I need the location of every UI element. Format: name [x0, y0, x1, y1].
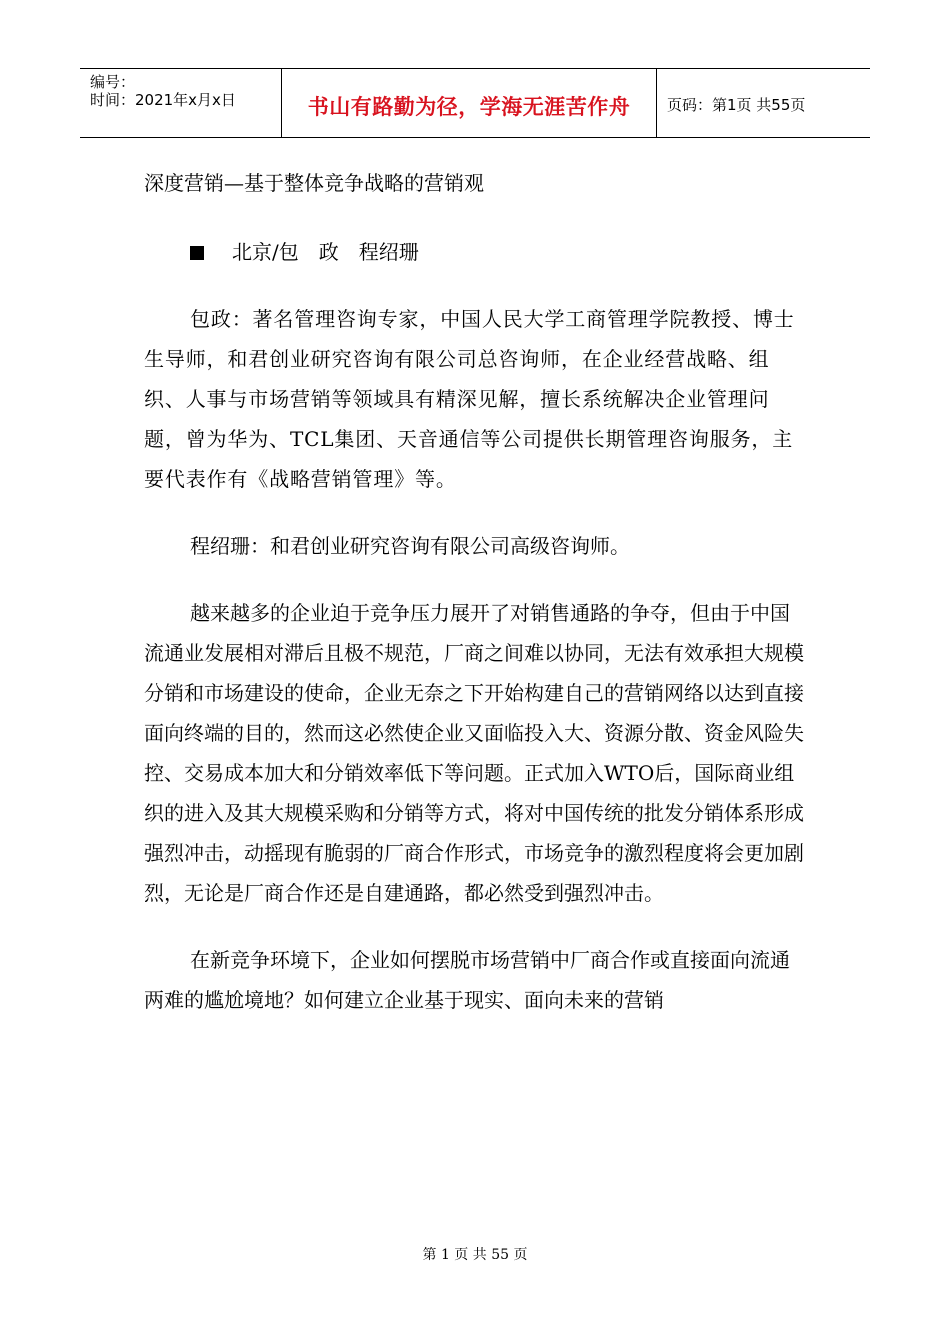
paragraph-author-bio-1: 包政：著名管理咨询专家，中国人民大学工商管理学院教授、博士生导师，和君创业研究咨询有限公司总咨询师，在企业经营战略、组织、人事与市场营销等领域具有精深见解，擅长系统解决企业管理问题，曾为华为、TCL集团、天音通信等公司提供长期管理咨询服务，主要代表作有《战略营销管理》等。 — [144, 307, 795, 491]
header-meta-cell — [80, 69, 282, 137]
page-header — [80, 68, 870, 138]
paragraph-body-2: 在新竞争环境下，企业如何摆脱市场营销中厂商合作或直接面向流通两难的尴尬境地？如何建立企业基于现实、面向未来的营销 — [144, 948, 790, 1012]
page-footer: 第 1 页 共 55 页 — [422, 1247, 528, 1263]
paragraph-author-bio-2: 程绍珊：和君创业研究咨询有限公司高级咨询师。 — [190, 534, 630, 558]
document-body — [144, 160, 804, 1020]
document-time-label: 时间：2021年x月x日 — [90, 91, 236, 109]
article-author-line — [144, 232, 804, 272]
header-page-cell — [657, 69, 870, 137]
article-author: 北京/包 政 程绍珊 — [232, 240, 419, 264]
article-title: 深度营销—基于整体竞争战略的营销观 — [144, 171, 484, 195]
header-motto: 书山有路勤为径，学海无涯苦作舟 — [307, 95, 631, 119]
document-number-label: 编号： — [90, 73, 136, 91]
header-page-info: 页码：第1页 共55页 — [667, 96, 806, 114]
paragraph-body-1: 越来越多的企业迫于竞争压力展开了对销售通路的争夺，但由于中国流通业发展相对滞后且极不规范，厂商之间难以协同，无法有效承担大规模分销和市场建设的使命，企业无奈之下开始构建自己的营销网络以达到直接面向终端的目的，然而这必然使企业又面临投入大、资源分散、资金风险失控、交易成本加大和分销效率低下等问题。正式加入WTO后，国际商业组织的进入及其大规模采购和分销等方式，将对中国传统的批发分销体系形成强烈冲击，动摇现有脆弱的厂商合作形式，市场竞争的激烈程度将会更加剧烈，无论是厂商合作还是自建通路，都必然受到强烈冲击。 — [144, 601, 804, 905]
square-bullet-icon — [190, 246, 204, 260]
header-motto-cell — [282, 69, 657, 137]
